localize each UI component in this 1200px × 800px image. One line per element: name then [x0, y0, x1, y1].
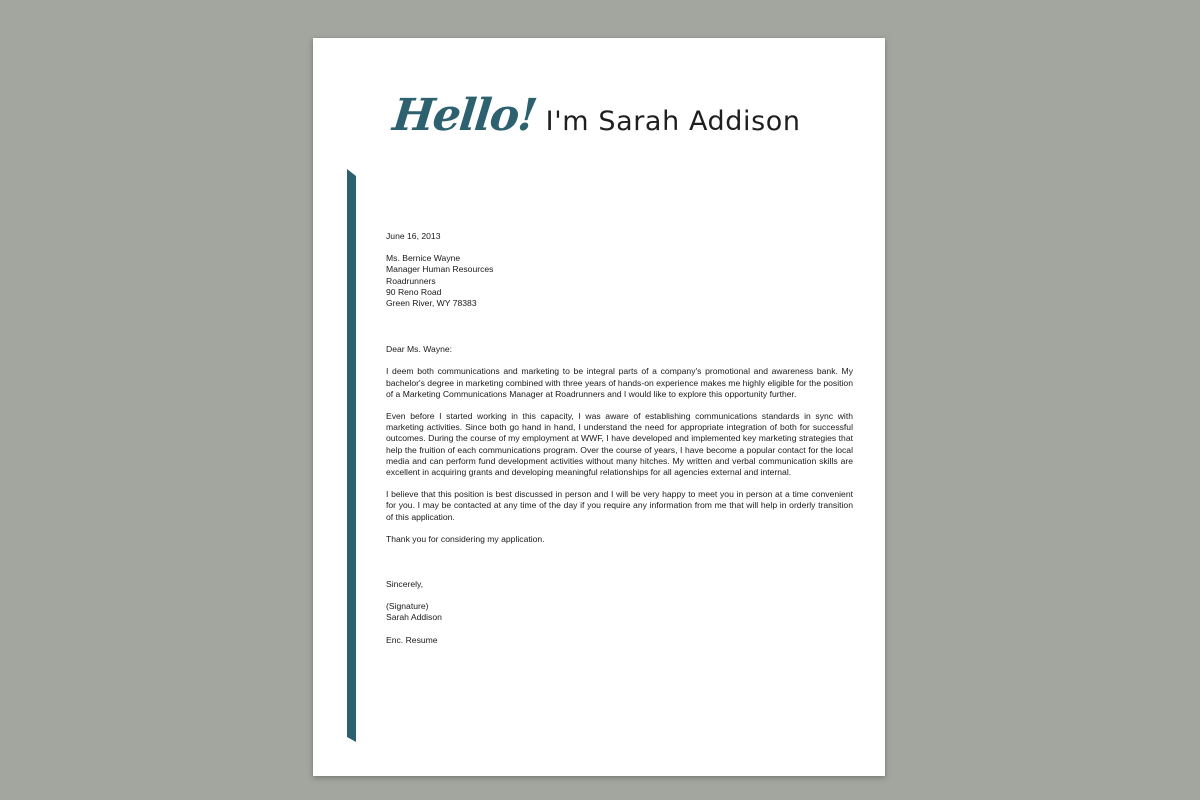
recipient-title: Manager Human Resources — [386, 264, 494, 275]
signer-name: Sarah Addison — [386, 612, 442, 623]
enclosure-line: Enc. Resume — [386, 634, 438, 645]
signature-placeholder: (Signature) — [386, 601, 429, 612]
body-paragraph: I deem both communications and marketing to be integral parts of a company's promotional and awareness bank. My bachelor's degree in marketing combined with three years of hands-on experience makes me highly eligible for the position of a Marketing Communications Manager at Roadrunners and I would like to explore this opportunity further. — [386, 366, 853, 399]
hello-heading: Hello! — [390, 90, 539, 141]
body-paragraph: Even before I started working in this capacity, I was aware of establishing communications standards in sync with marketing activities. Since both go hand in hand, I understand the need for appropriate integration of both for successful outcomes. During the course of my employment at WWF, I have developed and implemented key marketing strategies that help the fruition of each communications program. Over the course of years, I have become a popular contact for the local media and can perform fund development activities without many hitches. My written and verbal communication skills are excellent in acquiring grants and developing meaningful relationships for all agencies external and internal. — [386, 411, 853, 478]
closing-line: Sincerely, — [386, 579, 424, 590]
recipient-city: Green River, WY 78383 — [386, 298, 477, 309]
letter-body — [386, 231, 853, 646]
accent-side-bar — [347, 169, 356, 742]
recipient-company: Roadrunners — [386, 275, 436, 286]
signature-block — [386, 601, 853, 623]
salutation: Dear Ms. Wayne: — [386, 344, 453, 355]
letter-date: June 16, 2013 — [386, 231, 441, 241]
recipient-street: 90 Reno Road — [386, 286, 442, 297]
thanks-line: Thank you for considering my application. — [386, 533, 545, 544]
recipient-address — [386, 253, 853, 309]
letter-page — [313, 38, 885, 776]
body-paragraph: I believe that this position is best discussed in person and I will be very happy to meet you in person at a time convenient for you. I may be contacted at any time of the day if you require any information from me that will help in orderly transition of this application. — [386, 489, 853, 522]
author-name-heading: I'm Sarah Addison — [545, 106, 801, 137]
recipient-name: Ms. Bernice Wayne — [386, 253, 461, 264]
letter-header — [390, 90, 801, 141]
